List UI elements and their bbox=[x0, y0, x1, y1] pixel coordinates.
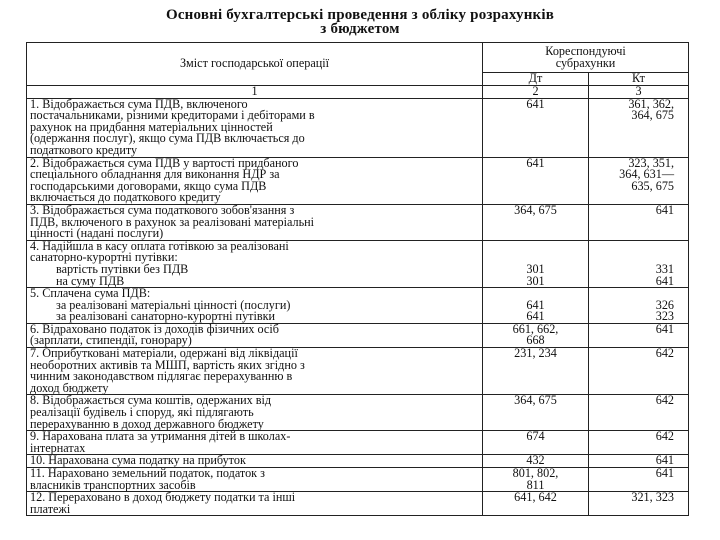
entry-debit bbox=[483, 455, 589, 468]
operation-text-line: доход бюджету bbox=[30, 380, 109, 395]
header-num-1: 1 bbox=[27, 86, 483, 99]
credit-account bbox=[592, 241, 674, 253]
operation-text-line: 9. Нарахована плата за утримання дітей в школах- bbox=[30, 430, 291, 444]
entry-credit bbox=[589, 288, 689, 324]
credit-account: 364, 675 bbox=[631, 108, 675, 123]
operation-text-line: господарськими договорами, якщо сума ПДВ bbox=[30, 178, 267, 193]
operation-text-line: 2. Відображається сума ПДВ у вартості придбаного bbox=[30, 157, 299, 170]
entry-debit bbox=[483, 468, 589, 492]
debit-account: 641 bbox=[526, 98, 545, 111]
entry-credit bbox=[589, 455, 689, 468]
operation-text-line: цінності (надані послуги) bbox=[30, 226, 164, 241]
entry-debit bbox=[483, 395, 589, 431]
entry-row bbox=[27, 204, 689, 240]
entry-credit bbox=[589, 157, 689, 204]
credit-account: 642 bbox=[655, 347, 675, 361]
operation-text-line: платежі bbox=[30, 501, 71, 516]
debit-account: 661, 662, bbox=[512, 323, 559, 336]
debit-account: 301 bbox=[526, 261, 545, 276]
debit-account: 668 bbox=[526, 333, 545, 348]
entry-operation bbox=[27, 98, 483, 157]
operation-subitem-line: вартість путівки без ПДВ bbox=[56, 261, 189, 276]
credit-account: 326 bbox=[655, 297, 675, 312]
operation-text-line: 3. Відображається сума податкового зобов'язання з bbox=[30, 204, 295, 217]
operation-text-line: 6. Відраховано податок із доходів фізичних осіб bbox=[30, 323, 279, 336]
debit-account: 364, 675 bbox=[514, 204, 557, 217]
entry-operation bbox=[27, 204, 483, 240]
debit-account: 231, 234 bbox=[514, 347, 557, 361]
operation-text-line: 11. Нараховано земельний податок, податок з bbox=[30, 467, 265, 480]
credit-account: 642 bbox=[655, 394, 675, 408]
entry-operation bbox=[27, 492, 483, 516]
operation-text-line: інтернатах bbox=[30, 440, 86, 455]
credit-account: 635, 675 bbox=[631, 178, 675, 193]
debit-account: 432 bbox=[526, 454, 545, 468]
entry-row bbox=[27, 492, 689, 516]
entry-credit bbox=[589, 348, 689, 395]
credit-account: 642 bbox=[655, 430, 675, 444]
credit-account: 361, 362, bbox=[628, 98, 675, 111]
credit-account: 364, 631— bbox=[619, 167, 675, 182]
entry-credit bbox=[589, 240, 689, 287]
entry-operation bbox=[27, 157, 483, 204]
entry-credit bbox=[589, 431, 689, 455]
operation-subitem-line: за реалізовані санаторно-курортні путівки bbox=[56, 309, 276, 324]
operation-text-line: (одержання послуг), якщо сума ПДВ включається до bbox=[30, 131, 305, 146]
entry-operation bbox=[27, 431, 483, 455]
entry-debit bbox=[483, 348, 589, 395]
entries-table-frame bbox=[26, 42, 688, 527]
operation-text-line: необоротних активів та МШП, вартість яких згідно з bbox=[30, 357, 305, 372]
entry-credit bbox=[589, 98, 689, 157]
entry-row bbox=[27, 240, 689, 287]
entry-debit bbox=[483, 431, 589, 455]
entries-table bbox=[26, 42, 689, 516]
debit-account: 811 bbox=[526, 477, 545, 492]
entry-row bbox=[27, 468, 689, 492]
entry-credit bbox=[589, 395, 689, 431]
entry-operation bbox=[27, 288, 483, 324]
operation-text-line: ПДВ, включеного в рахунок за реалізовані матеріальні bbox=[30, 214, 315, 229]
entry-row bbox=[27, 98, 689, 157]
credit-account: 323 bbox=[655, 309, 675, 324]
entry-operation bbox=[27, 240, 483, 287]
entry-debit bbox=[483, 204, 589, 240]
debit-account: 641 bbox=[526, 309, 545, 324]
entry-debit bbox=[483, 288, 589, 324]
header-kt: Кт bbox=[589, 73, 689, 86]
operation-text-line: 4. Надійшла в касу оплата готівкою за реалізовані bbox=[30, 240, 289, 253]
credit-account: 641 bbox=[655, 323, 675, 336]
header-corresponding bbox=[483, 43, 689, 73]
debit-account: 364, 675 bbox=[514, 394, 557, 408]
operation-text-line: постачальниками, різними кредиторами і дебіторами в bbox=[30, 108, 315, 123]
document-title bbox=[0, 8, 720, 36]
entry-row bbox=[27, 288, 689, 324]
entry-operation bbox=[27, 395, 483, 431]
title-line-1: Основні бухгалтерські проведення з обліку розрахунків bbox=[165, 7, 555, 23]
entry-operation bbox=[27, 323, 483, 347]
debit-account: 801, 802, bbox=[512, 467, 559, 480]
entry-row bbox=[27, 157, 689, 204]
operation-text-line: 12. Перераховано в доход бюджету податки та інші bbox=[30, 491, 296, 505]
entry-debit bbox=[483, 492, 589, 516]
operation-text-line: рахунок на придбання матеріальних цінностей bbox=[30, 119, 273, 134]
operation-subitem-line: на суму ПДВ bbox=[56, 273, 125, 288]
credit-account: 641 bbox=[655, 454, 675, 468]
entry-debit bbox=[483, 98, 589, 157]
operation-text-line: (зарплати, стипендії, гонорару) bbox=[30, 333, 192, 348]
operation-text-line: податкового кредиту bbox=[30, 142, 138, 157]
debit-account: 641 bbox=[526, 297, 545, 312]
operation-text-line: чинним законодавством підлягає перерахуванню в bbox=[30, 369, 293, 384]
operation-subitem-line: за реалізовані матеріальні цінності (послуги) bbox=[56, 297, 291, 312]
entry-credit bbox=[589, 468, 689, 492]
header-operation: Зміст господарської операції bbox=[27, 43, 483, 86]
entry-debit bbox=[483, 240, 589, 287]
entry-operation bbox=[27, 348, 483, 395]
entry-row bbox=[27, 348, 689, 395]
credit-account: 641 bbox=[655, 467, 675, 480]
credit-account: 323, 351, bbox=[628, 157, 675, 170]
header-corr-line-2: субрахунки bbox=[555, 55, 616, 70]
operation-text-line: 1. Відображається сума ПДВ, включеного bbox=[30, 98, 248, 111]
entry-operation bbox=[27, 468, 483, 492]
operation-text-line: реалізації будівель і споруд, які підлягають bbox=[30, 405, 254, 420]
header-num-3: 3 bbox=[589, 86, 689, 99]
operation-text-line: включається до податкового кредиту bbox=[30, 190, 221, 205]
entry-credit bbox=[589, 323, 689, 347]
entry-row bbox=[27, 395, 689, 431]
operation-text-line: 10. Нарахована сума податку на прибуток bbox=[30, 454, 246, 468]
operation-text-line: перерахуванню в доход державного бюджету bbox=[30, 416, 264, 431]
operation-text-line: власників транспортних засобів bbox=[30, 477, 196, 492]
header-dt: Дт bbox=[483, 73, 589, 86]
operation-text-line: 8. Відображається сума коштів, одержаних від bbox=[30, 394, 272, 408]
entry-row bbox=[27, 323, 689, 347]
operation-text-line: 5. Сплачена сума ПДВ: bbox=[30, 287, 151, 301]
credit-account: 641 bbox=[655, 273, 675, 288]
credit-account: 321, 323 bbox=[631, 491, 675, 505]
operation-text-line: санаторно-курортні путівки: bbox=[30, 250, 178, 265]
entry-row bbox=[27, 431, 689, 455]
credit-account: 641 bbox=[655, 204, 675, 217]
title-line-2: з бюджетом bbox=[320, 21, 400, 37]
credit-account: 331 bbox=[655, 261, 675, 276]
header-num-2: 2 bbox=[483, 86, 589, 99]
operation-text-line: спеціального обладнання для виконання НДР за bbox=[30, 167, 280, 182]
entry-operation bbox=[27, 455, 483, 468]
debit-account: 301 bbox=[526, 273, 545, 288]
debit-account: 641 bbox=[526, 157, 545, 170]
header-corr-line-1: Кореспондуючі bbox=[545, 43, 626, 58]
operation-text-line: 7. Оприбутковані матеріали, одержані від ліквідації bbox=[30, 347, 298, 361]
entry-row bbox=[27, 455, 689, 468]
entry-credit bbox=[589, 492, 689, 516]
entry-debit bbox=[483, 323, 589, 347]
entry-debit bbox=[483, 157, 589, 204]
debit-account: 674 bbox=[526, 430, 545, 444]
debit-account: 641, 642 bbox=[514, 491, 557, 505]
entry-credit bbox=[589, 204, 689, 240]
